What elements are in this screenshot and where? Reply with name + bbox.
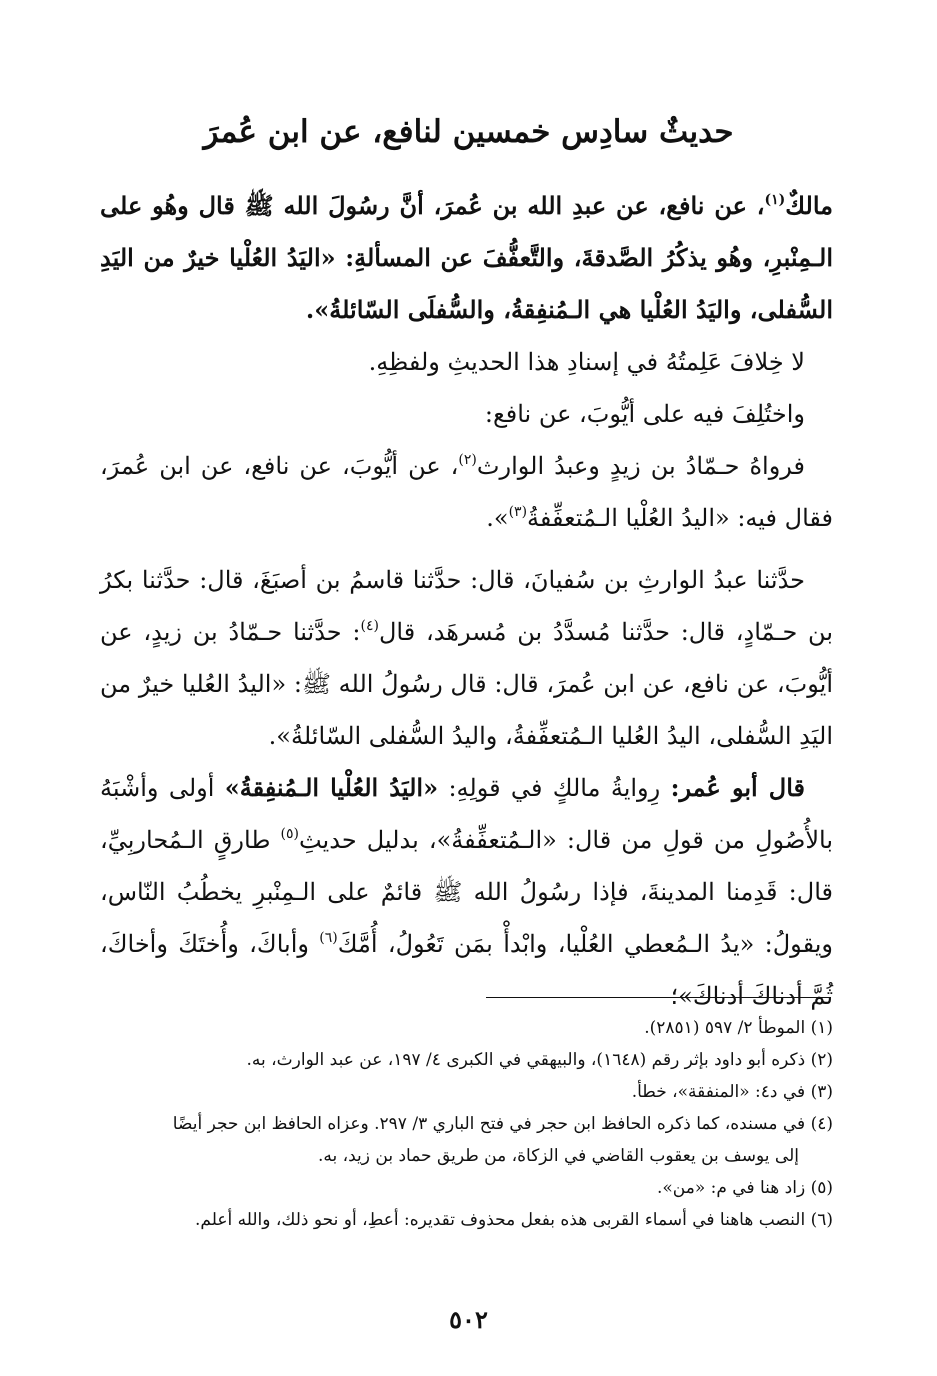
paragraph-no-disagreement: لا خِلافَ عَلِمتُهُ في إسنادِ هذا الحديثِ ولفظِهِ. bbox=[368, 348, 805, 376]
paragraph-hammad-narration bbox=[100, 440, 833, 544]
paragraph-text: وأباكَ، وأُختَكَ وأخاكَ، ثُمَّ أدناكَ أدناكَ»؛ bbox=[100, 930, 833, 1010]
paragraph-text: أولى وأشْبَهُ بالأُصُولِ من قولِ من قال: «الـمُتعفِّفةُ»، بدليل حديثِ bbox=[100, 774, 834, 854]
footnote-divider bbox=[486, 997, 831, 998]
quoted-text: «اليَدُ العُلْيا الـمُنفِقةُ» bbox=[224, 773, 439, 802]
paragraph-text: ». bbox=[486, 504, 509, 532]
paragraph-text: حدَّثنا عبدُ الوارثِ بن سُفيانَ، قال: حدَّثنا قاسمُ بن أصبَغَ، قال: حدَّثنا بكرُ بن حـمّادٍ، قال: حدَّثنا مُسدَّدُ بن مُسرهَد، قال bbox=[100, 566, 833, 646]
footnote-ref[interactable]: (٢) bbox=[458, 452, 477, 468]
paragraph-text: مالكٌ bbox=[785, 191, 833, 220]
footnote-item: (٦) النصب هاهنا في أسماء القربى هذه بفعل محذوف تقديره: أعطِ، أو نحو ذلك، والله أعلم. bbox=[195, 1210, 833, 1230]
paragraph-text: رِوايةُ مالكٍ في قولِهِ: bbox=[438, 774, 671, 802]
footnote-item: (٣) في د٤: «المنفقة»، خطأ. bbox=[631, 1082, 833, 1102]
paragraph-text: فرواهُ حـمّادُ بن زيدٍ وعبدُ الوارث bbox=[476, 452, 805, 480]
paragraph-text: ، عن أيُّوبَ، عن نافع، عن ابن عُمرَ، فقال فيه: «اليدُ العُلْيا الـمُتعفِّفةُ bbox=[100, 452, 833, 532]
footnotes bbox=[108, 1012, 833, 1236]
paragraph-abu-umar-commentary bbox=[100, 762, 833, 1022]
footnote-ref[interactable]: (٣) bbox=[508, 504, 528, 520]
speaker-label: قال أبو عُمر: bbox=[670, 773, 806, 802]
hadith-title: حديثٌ سادِس خمسين لنافع، عن ابن عُمرَ bbox=[203, 114, 734, 150]
page-number: ٥٠٢ bbox=[449, 1305, 488, 1334]
footnote-ref[interactable]: (١) bbox=[764, 192, 786, 208]
paragraph-text: طارقٍ الـمُحاربِيِّ، قال: قَدِمنا المدينةَ، فإذا رسُولُ الله ﷺ قائمٌ على الـمِنْبرِ يخطُبُ النّاس، ويقولُ: «يدُ الـمُعطي العُلْيا، وابْدأْ بمَن تَعُولُ، أُمَّكَ bbox=[100, 826, 833, 958]
footnote-item: (٥) زاد هنا في م: «من». bbox=[656, 1178, 833, 1198]
paragraph-text: ، عن نافع، عن عبدِ الله بن عُمرَ، أنَّ رسُولَ الله ﷺ قال وهُو على الـمِنْبرِ، وهُو يذكُرُ الصَّدقةَ، والتَّعفُّفَ عن المسألةِ: «اليَدُ العُلْيا خيرٌ من اليَدِ السُّفلى، واليَدُ العُلْيا هي الـمُنفِقةُ، والسُّفلَى السّائلةُ». bbox=[100, 191, 833, 324]
paragraph-hadith-text bbox=[100, 180, 833, 336]
paragraph-text: : حدَّثنا حـمّادُ بن زيدٍ، عن أيُّوبَ، عن نافع، عن ابن عُمرَ، قال: قال رسُولُ الله ﷺ: «اليدُ العُليا خيرٌ من اليَدِ السُّفلى، اليدُ العُليا الـمُتعفِّفةُ، واليدُ السُّفلى السّائلةُ». bbox=[100, 618, 833, 750]
footnote-item: (٢) ذكره أبو داود بإثر رقم (١٦٤٨)، والبيهقي في الكبرى ٤/ ١٩٧، عن عبد الوارث، به. bbox=[246, 1050, 833, 1070]
footnote-ref[interactable]: (٦) bbox=[319, 930, 338, 946]
footnote-continuation: إلى يوسف بن يعقوب القاضي في الزكاة، من طريق حماد بن زيد، به. bbox=[317, 1146, 799, 1166]
footnote-item: (١) الموطأ ٢/ ٥٩٧ (٢٨٥١). bbox=[644, 1018, 833, 1038]
paragraph-disagreement-ayyub: واختُلِفَ فيه على أيُّوبَ، عن نافع: bbox=[484, 400, 805, 428]
paragraph-isnad bbox=[100, 554, 833, 762]
footnote-item: (٤) في مسنده، كما ذكره الحافظ ابن حجر في فتح الباري ٣/ ٢٩٧. وعزاه الحافظ ابن حجر أيضًا bbox=[172, 1114, 833, 1134]
footnote-ref[interactable]: (٤) bbox=[360, 618, 379, 634]
main-text bbox=[100, 180, 833, 1022]
footnote-ref[interactable]: (٥) bbox=[280, 826, 299, 842]
